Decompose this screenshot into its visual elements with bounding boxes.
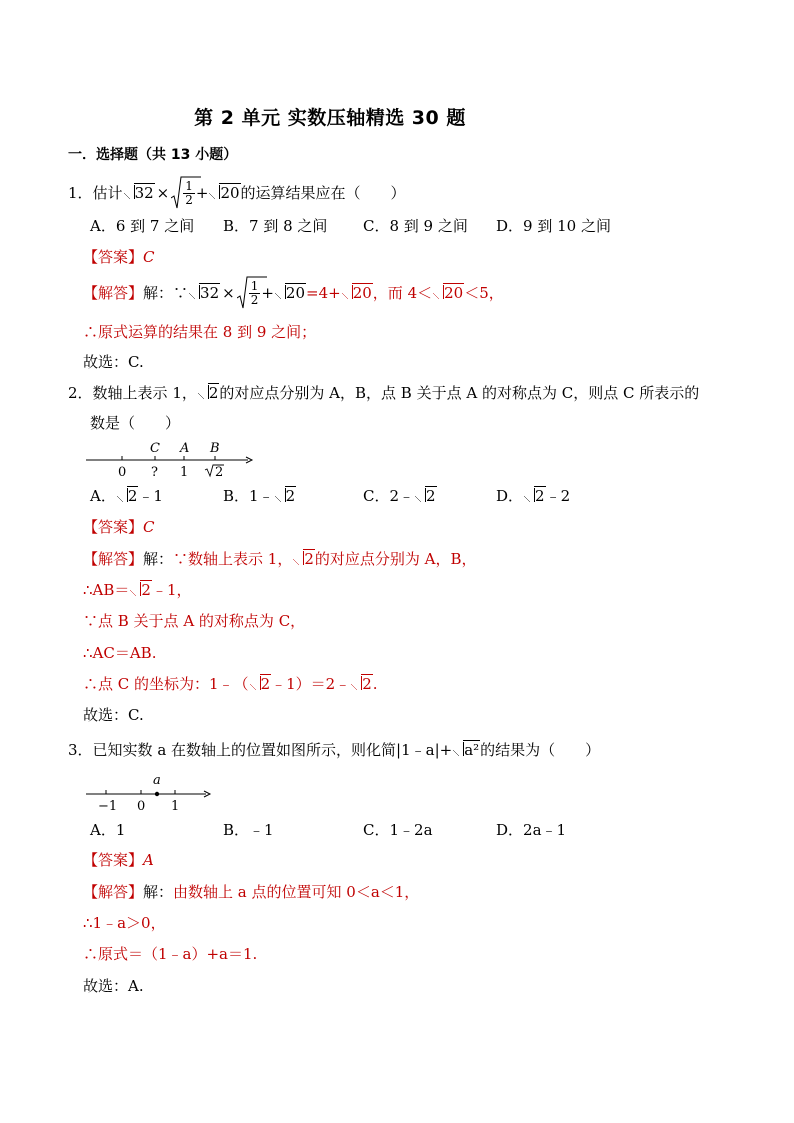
q1-sol-sqrt32: 32 — [189, 283, 220, 303]
q2-solution-line5: ∴点 C 的坐标为：1﹣（ 2﹣1）＝2﹣ 2. — [83, 675, 378, 693]
solution-tag: 【解答】 — [83, 284, 144, 302]
q1-stem-post: 的运算结果应在（ ） — [240, 184, 406, 202]
q1-plus: + — [195, 184, 209, 202]
axis-tick-m1: −1 — [98, 799, 118, 814]
q1-solution-pre: 解：∵ — [143, 284, 189, 302]
q1-times: × — [156, 184, 170, 202]
axis-tick-1: 1 — [171, 799, 180, 814]
axis-tick-sqrt2: 2 — [215, 465, 224, 480]
q3-answer-value: A — [143, 851, 154, 869]
q2-sqrt2: 2 — [198, 383, 220, 403]
q3-solution-line1: 【解答】解：由数轴上 a 点的位置可知 0＜a＜1， — [83, 883, 420, 901]
q2-options — [90, 486, 629, 506]
q1-sol-sqrt20: 20 — [275, 283, 306, 303]
axis-tick-1: 1 — [180, 465, 189, 480]
q1-answer-value: C — [143, 248, 155, 266]
q2-number: 2． — [68, 384, 93, 402]
axis-label-a: a — [153, 773, 161, 788]
q3-solution-line3: ∴原式＝（1﹣a）+a＝1. — [83, 945, 258, 963]
q3-options — [90, 820, 629, 840]
q3-number-line — [86, 772, 216, 816]
axis-tick-0: 0 — [118, 465, 127, 480]
q1-option-d[interactable]: D．9 到 10 之间 — [496, 217, 611, 235]
q3-solution-line4: 故选：A. — [83, 977, 144, 995]
q2-option-d[interactable]: D． 2﹣2 — [496, 487, 571, 505]
answer-tag: 【答案】 — [83, 248, 144, 266]
q1-solution: 【解答】 解：∵ 32 × $\frac{1}{2}$ + 20 =4+ 20 ，而 4＜ 20 ＜5， — [83, 276, 504, 310]
q2-option-c[interactable]: C．2﹣ 2 — [363, 487, 436, 505]
axis-label-a: A — [180, 441, 190, 456]
q1-stem-pre: 估计 — [92, 184, 123, 202]
q3-answer: 【答案】A — [83, 851, 154, 869]
axis-tick-q: ? — [151, 465, 158, 480]
q1-stem — [68, 176, 406, 210]
q1-option-c[interactable]: C．8 到 9 之间 — [363, 217, 468, 235]
q1-sqrt32: 32 — [124, 183, 155, 203]
q3-option-d[interactable]: D．2a﹣1 — [496, 821, 567, 839]
q1-sqrt20: 20 — [209, 183, 240, 203]
q2-stem-line1: 2．数轴上表示 1， 2的对应点分别为 A，B，点 B 关于点 A 的对称点为 C，则点 C 所表示的 — [68, 384, 700, 402]
q3-stem: 3．已知实数 a 在数轴上的位置如图所示，则化简|1﹣a|+ a²的结果为（ ） — [68, 741, 601, 759]
page-title: 第 2 单元 实数压轴精选 30 题 — [194, 107, 466, 129]
q2-stem-line2: 数是（ ） — [90, 414, 181, 432]
q3-option-a[interactable]: A．1 — [90, 821, 126, 839]
q1-options — [90, 216, 629, 236]
q2-option-b[interactable]: B．1﹣ 2 — [223, 487, 296, 505]
q2-solution-line3: ∵点 B 关于点 A 的对称点为 C， — [83, 612, 306, 630]
q1-sol-sqrt-half: $\frac{1}{2}$ — [237, 276, 262, 310]
q1-option-a[interactable]: A．6 到 7 之间 — [90, 217, 195, 235]
q2-solution-line1: 【解答】解：∵数轴上表示 1， 2的对应点分别为 A，B， — [83, 550, 477, 568]
axis-label-b: B — [210, 441, 220, 456]
q2-solution-line2: ∴AB＝ 2﹣1， — [83, 581, 192, 599]
q3-solution-line2: ∴1﹣a＞0， — [83, 914, 166, 932]
q1-answer — [83, 247, 155, 267]
q1-solution-line2: ∴原式运算的结果在 8 到 9 之间； — [83, 323, 317, 341]
q2-answer: 【答案】C — [83, 518, 155, 536]
section-heading: 一．选择题（共 13 小题） — [68, 147, 238, 163]
axis-label-c: C — [150, 441, 160, 456]
q1-number: 1． — [68, 184, 93, 202]
q3-number: 3． — [68, 741, 93, 759]
axis-tick-0: 0 — [137, 799, 146, 814]
q2-option-a[interactable]: A． 2﹣1 — [90, 487, 163, 505]
q2-answer-value: C — [143, 518, 155, 536]
q3-sqrt-a2: a² — [453, 740, 480, 760]
q1-solution-line3: 故选：C. — [83, 353, 144, 371]
q1-sqrt-half: $\frac{1}{2}$ — [171, 176, 196, 210]
q3-option-c[interactable]: C．1﹣2a — [363, 821, 433, 839]
q2-solution-line4: ∴AC＝AB. — [83, 644, 157, 662]
q3-option-b[interactable]: B．﹣1 — [223, 821, 274, 839]
q2-solution-line6: 故选：C. — [83, 706, 144, 724]
q2-number-line — [86, 438, 256, 482]
q1-option-b[interactable]: B．7 到 8 之间 — [223, 217, 328, 235]
